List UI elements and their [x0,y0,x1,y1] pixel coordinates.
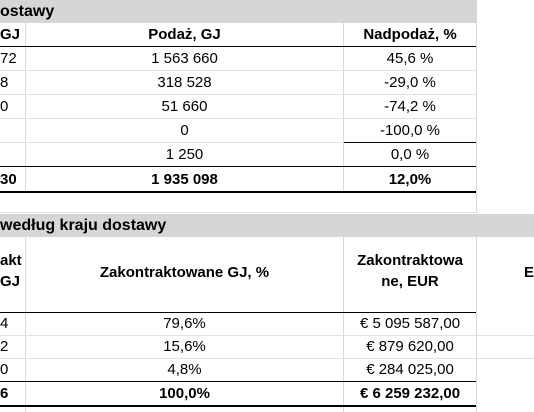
section-title: według kraju dostawy [0,217,167,234]
table-cell: 2 [0,338,9,355]
row-divider [0,70,476,71]
column-header: E [524,264,534,281]
row-divider [0,335,534,336]
section-title: ostawy [0,3,55,20]
column-header: Nadpodaż, % [363,26,457,43]
row-divider [0,118,476,119]
column-header: GJ [0,273,21,290]
grid-line [476,0,477,213]
table-cell: € 284 025,00 [366,361,454,378]
row-divider [0,212,476,213]
row-divider [0,358,534,359]
table-cell: -100,0 % [379,122,441,139]
table-cell: -74,2 % [384,98,436,115]
total-cell: 6 [0,385,9,402]
column-header: Podaż, GJ [148,26,221,43]
table-cell: 0 [0,361,9,378]
table-cell: 0 [0,98,9,115]
section-title-band [0,0,476,23]
row-divider [0,94,476,95]
header-underline [0,46,476,47]
row-divider [0,142,344,143]
table-cell: 0 [180,122,189,139]
table-cell: 72 [0,50,17,67]
column-header: akt [0,252,22,269]
total-bottom-rule [0,191,476,193]
cell-underline [344,142,476,143]
column-header: ne, EUR [381,273,439,290]
table-cell: 1 563 660 [151,50,218,67]
table-cell: 4 [0,315,9,332]
table-cell: 318 528 [157,74,212,91]
total-top-rule [0,166,476,167]
total-top-rule [0,381,476,382]
total-bottom-rule [0,405,476,407]
table-cell: 8 [0,74,9,91]
column-header: GJ [0,26,21,43]
grid-line [476,237,477,412]
table-cell: 15,6% [163,338,206,355]
table-cell: € 5 095 587,00 [359,315,461,332]
table-cell: 0,0 % [390,146,430,163]
table-cell: 45,6 % [386,50,434,67]
table-cell: -29,0 % [384,74,436,91]
total-cell: 1 935 098 [151,171,218,188]
column-header: Zakontraktowane GJ, % [99,264,270,281]
total-cell: 100,0% [159,385,210,402]
table-cell: € 879 620,00 [366,338,454,355]
table-cell: 1 250 [165,146,204,163]
table-cell: 79,6% [163,315,206,332]
total-cell: € 6 259 232,00 [359,385,461,402]
table-cell: 51 660 [161,98,208,115]
column-header: Zakontraktowa [357,252,463,269]
total-cell: 30 [0,171,17,188]
table-cell: 4,8% [167,361,202,378]
total-cell: 12,0% [388,171,432,188]
header-underline [0,312,476,313]
